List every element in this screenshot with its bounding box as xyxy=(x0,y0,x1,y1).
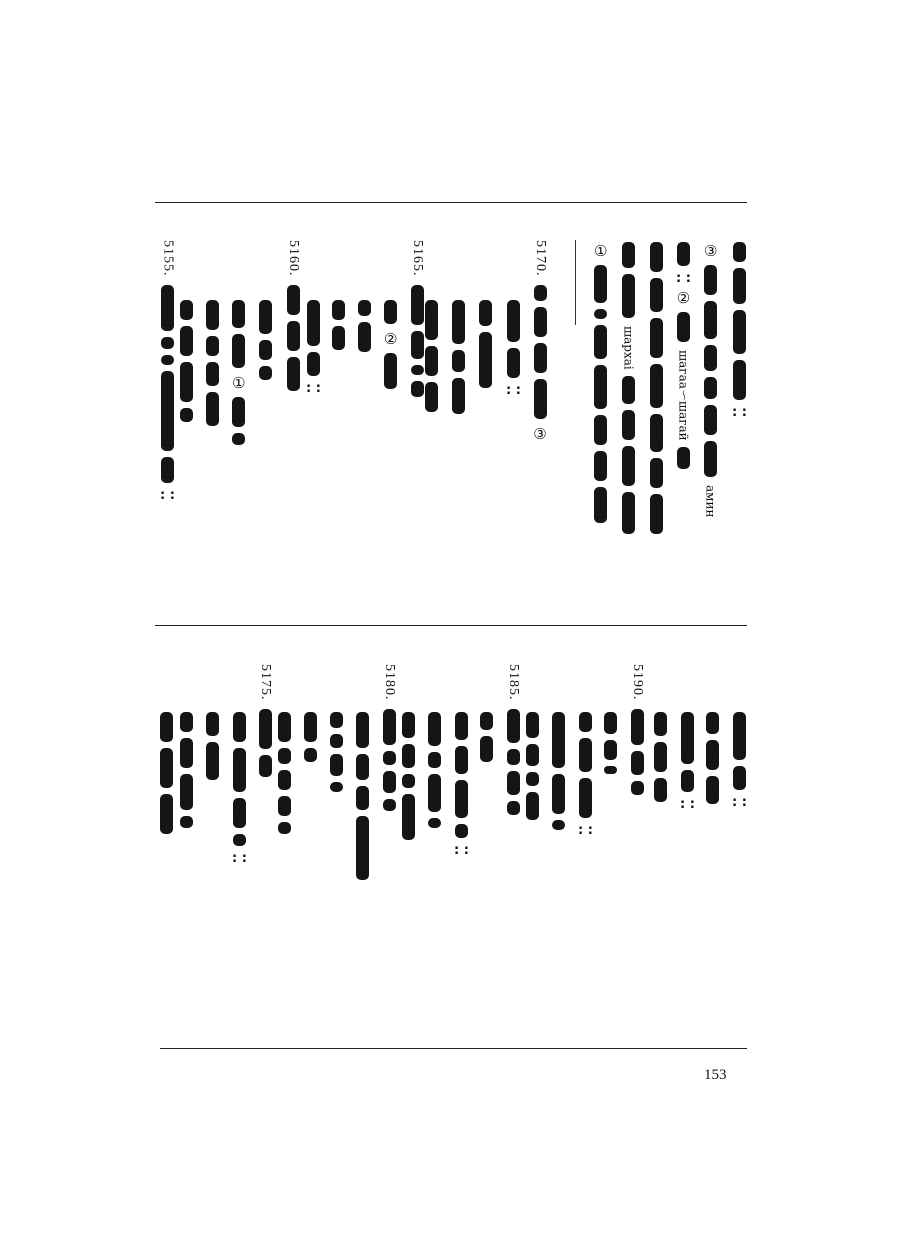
script-word xyxy=(479,332,492,388)
verse-line xyxy=(278,712,291,840)
footnote-cyrillic-shagaa: шагаа～шагай xyxy=(676,350,691,441)
script-word xyxy=(654,778,667,802)
script-word xyxy=(206,742,219,780)
script-word xyxy=(526,744,539,766)
script-word xyxy=(650,242,663,272)
script-word xyxy=(579,738,592,772)
script-word xyxy=(180,738,193,768)
script-word xyxy=(356,754,369,780)
script-word xyxy=(552,712,565,768)
script-word xyxy=(160,794,173,834)
script-word xyxy=(650,414,663,452)
script-word xyxy=(480,736,493,762)
script-word xyxy=(579,778,592,818)
script-word xyxy=(677,242,690,266)
script-word xyxy=(358,322,371,352)
script-word xyxy=(232,334,245,368)
script-word xyxy=(650,364,663,408)
script-word xyxy=(677,312,690,342)
script-word xyxy=(233,798,246,828)
verse-line xyxy=(384,300,397,395)
verse-marker: ① xyxy=(232,374,246,392)
script-word xyxy=(383,709,396,745)
verse-line xyxy=(454,712,469,861)
script-word xyxy=(552,820,565,830)
script-word xyxy=(594,325,607,359)
script-word xyxy=(604,766,617,774)
footnote-marker-1: ① xyxy=(594,242,608,260)
verse-line xyxy=(206,300,219,432)
footnote-marker-3: ③ xyxy=(704,242,718,260)
script-word xyxy=(180,362,193,402)
script-word xyxy=(180,816,193,828)
script-word xyxy=(206,336,219,356)
punctuation: : : xyxy=(454,843,469,858)
verse-line-5175 xyxy=(258,664,272,783)
verse-line xyxy=(160,712,173,840)
script-word xyxy=(358,300,371,316)
script-word xyxy=(402,744,415,768)
script-word xyxy=(180,300,193,320)
script-word xyxy=(425,346,438,376)
verse-line xyxy=(232,300,245,451)
script-word xyxy=(455,780,468,818)
script-word xyxy=(259,300,272,334)
script-word xyxy=(402,774,415,788)
script-word xyxy=(411,365,424,375)
script-word xyxy=(452,300,465,344)
middle-rule xyxy=(155,625,747,626)
script-word xyxy=(232,300,245,328)
script-word xyxy=(594,365,607,409)
verse-line xyxy=(552,712,565,836)
footnote-cyrillic-amin: амин xyxy=(703,485,718,518)
script-word xyxy=(733,360,746,400)
script-word xyxy=(622,446,635,486)
script-word xyxy=(622,274,635,318)
script-word xyxy=(304,712,317,742)
script-word xyxy=(654,742,667,772)
punctuation: : : xyxy=(732,795,747,810)
verse-line xyxy=(306,300,321,399)
script-word xyxy=(594,487,607,523)
script-word xyxy=(330,782,343,792)
script-word xyxy=(552,774,565,814)
script-word xyxy=(383,799,396,811)
script-word xyxy=(411,381,424,397)
script-word xyxy=(631,751,644,775)
verse-line xyxy=(304,712,317,768)
script-word xyxy=(307,352,320,376)
script-word xyxy=(278,770,291,790)
verse-line-5155 xyxy=(160,240,175,506)
script-word xyxy=(452,378,465,414)
script-word xyxy=(480,712,493,730)
line-number: 5170. xyxy=(533,240,548,277)
script-word xyxy=(287,321,300,351)
script-word xyxy=(356,816,369,880)
punctuation: : : xyxy=(680,797,695,812)
script-word xyxy=(233,834,246,846)
script-word xyxy=(681,712,694,764)
script-word xyxy=(161,285,174,331)
script-word xyxy=(594,265,607,303)
script-word xyxy=(402,794,415,840)
script-word xyxy=(704,345,717,371)
script-word xyxy=(650,458,663,488)
script-word xyxy=(507,709,520,743)
punctuation: : : xyxy=(306,381,321,396)
verse-line xyxy=(604,712,617,780)
line-number: 5155. xyxy=(160,240,176,277)
script-word xyxy=(455,712,468,740)
footnote-cyrillic-sharkhai: шархаі xyxy=(621,326,636,370)
verse-line-5180 xyxy=(382,664,396,817)
footnote-column-1 xyxy=(594,242,607,529)
script-word xyxy=(278,822,291,834)
script-word xyxy=(594,451,607,481)
script-word xyxy=(733,310,746,354)
punctuation: : : xyxy=(160,487,175,503)
script-word xyxy=(233,712,246,742)
verse-line xyxy=(732,712,747,813)
script-word xyxy=(733,268,746,304)
script-word xyxy=(706,776,719,804)
punctuation: : : xyxy=(506,383,521,398)
script-word xyxy=(704,377,717,399)
script-word xyxy=(704,405,717,435)
script-word xyxy=(455,824,468,838)
script-word xyxy=(622,376,635,404)
script-word xyxy=(704,441,717,477)
verse-line-5165 xyxy=(410,240,424,403)
script-word xyxy=(526,712,539,738)
script-word xyxy=(579,712,592,732)
verse-line xyxy=(330,712,343,798)
verse-line xyxy=(259,300,272,386)
script-word xyxy=(259,340,272,360)
script-word xyxy=(507,749,520,765)
script-word xyxy=(428,774,441,812)
script-word xyxy=(259,755,272,777)
verse-line xyxy=(578,712,593,841)
script-word xyxy=(654,712,667,736)
verse-line xyxy=(332,300,345,356)
script-word xyxy=(278,796,291,816)
verse-marker: ② xyxy=(384,330,398,348)
script-word xyxy=(232,433,245,445)
script-word xyxy=(160,748,173,788)
footnote-column-6 xyxy=(732,242,747,423)
punctuation: : : xyxy=(732,405,747,420)
script-word xyxy=(604,712,617,734)
verse-line xyxy=(425,300,438,418)
verse-line xyxy=(206,712,219,786)
script-word xyxy=(534,307,547,337)
verse-line xyxy=(180,712,193,834)
punctuation: : : xyxy=(232,851,247,866)
script-word xyxy=(356,786,369,810)
verse-line xyxy=(402,712,415,846)
verse-line-5185 xyxy=(506,664,520,821)
script-word xyxy=(507,801,520,815)
script-word xyxy=(161,457,174,483)
script-word xyxy=(507,348,520,378)
script-word xyxy=(206,712,219,736)
script-word xyxy=(180,774,193,810)
verse-line xyxy=(480,712,493,768)
script-word xyxy=(330,754,343,776)
verse-line xyxy=(232,712,247,869)
script-word xyxy=(206,362,219,386)
script-word xyxy=(384,353,397,389)
script-word xyxy=(428,818,441,828)
line-number: 5165. xyxy=(410,240,425,277)
script-word xyxy=(161,337,174,349)
line-number: 5190. xyxy=(630,664,645,701)
script-word xyxy=(383,771,396,793)
script-word xyxy=(706,712,719,734)
script-word xyxy=(161,355,174,365)
script-word xyxy=(622,242,635,268)
script-word xyxy=(507,300,520,342)
script-word xyxy=(425,300,438,340)
footnote-separator xyxy=(575,240,576,325)
script-word xyxy=(681,770,694,792)
script-word xyxy=(259,709,272,749)
script-word xyxy=(604,740,617,760)
punctuation: : : xyxy=(578,823,593,838)
script-word xyxy=(304,748,317,762)
script-word xyxy=(479,300,492,326)
script-word xyxy=(233,748,246,792)
script-word xyxy=(402,712,415,738)
verse-line-5190 xyxy=(630,664,644,801)
script-word xyxy=(180,326,193,356)
script-word xyxy=(356,712,369,748)
script-word xyxy=(278,712,291,742)
script-word xyxy=(706,740,719,770)
script-word xyxy=(704,265,717,295)
script-word xyxy=(206,392,219,426)
script-word xyxy=(287,357,300,391)
script-word xyxy=(733,712,746,760)
script-word xyxy=(307,300,320,346)
verse-line xyxy=(452,300,465,420)
verse-line-5170 xyxy=(533,240,547,448)
line-number: 5160. xyxy=(286,240,301,277)
script-word xyxy=(383,751,396,765)
line-number: 5180. xyxy=(382,664,397,701)
script-word xyxy=(287,285,300,315)
verse-line xyxy=(479,300,492,394)
script-word xyxy=(384,300,397,324)
script-word xyxy=(330,712,343,728)
script-word xyxy=(206,300,219,330)
script-word xyxy=(526,792,539,820)
verse-line xyxy=(358,300,371,358)
verse-line xyxy=(180,300,193,428)
script-word xyxy=(455,746,468,774)
script-word xyxy=(425,382,438,412)
script-word xyxy=(622,410,635,440)
script-word xyxy=(677,447,690,469)
script-word xyxy=(428,752,441,768)
script-word xyxy=(411,331,424,359)
footnote-marker-2: ② xyxy=(676,289,691,308)
script-word xyxy=(452,350,465,372)
script-word xyxy=(534,343,547,373)
script-word xyxy=(411,285,424,325)
script-word xyxy=(180,408,193,422)
script-word xyxy=(534,379,547,419)
line-number: 5185. xyxy=(506,664,521,701)
script-word xyxy=(733,766,746,790)
verse-line xyxy=(654,712,667,808)
script-word xyxy=(534,285,547,301)
script-word xyxy=(180,712,193,732)
page-number: 153 xyxy=(704,1067,727,1083)
script-word xyxy=(631,781,644,795)
script-word xyxy=(332,326,345,350)
verse-line xyxy=(356,712,369,886)
verse-marker: ③ xyxy=(533,424,547,443)
line-number: 5175. xyxy=(258,664,273,701)
script-word xyxy=(733,242,746,262)
punctuation: : : xyxy=(676,271,691,286)
verse-line xyxy=(706,712,719,810)
script-word xyxy=(259,366,272,380)
script-word xyxy=(332,300,345,320)
script-word xyxy=(650,278,663,312)
top-rule xyxy=(155,202,747,203)
script-word xyxy=(704,301,717,339)
footnote-column-3 xyxy=(650,242,663,540)
script-word xyxy=(594,309,607,319)
verse-line xyxy=(506,300,521,401)
verse-line xyxy=(680,712,695,815)
script-word xyxy=(622,492,635,534)
script-word xyxy=(428,712,441,746)
script-word xyxy=(160,712,173,742)
script-word xyxy=(526,772,539,786)
script-word xyxy=(232,397,245,427)
footnote-column-2 xyxy=(622,242,635,540)
script-word xyxy=(631,709,644,745)
footnote-column-5 xyxy=(704,242,717,523)
script-word xyxy=(330,734,343,748)
verse-line xyxy=(428,712,441,834)
verse-line xyxy=(526,712,539,826)
script-word xyxy=(278,748,291,764)
script-word xyxy=(594,415,607,445)
footnote-column-4 xyxy=(676,242,691,475)
bottom-rule xyxy=(160,1048,747,1049)
script-word xyxy=(650,318,663,358)
script-word xyxy=(161,371,174,451)
script-word xyxy=(650,494,663,534)
verse-line-5160 xyxy=(286,240,300,397)
script-word xyxy=(507,771,520,795)
